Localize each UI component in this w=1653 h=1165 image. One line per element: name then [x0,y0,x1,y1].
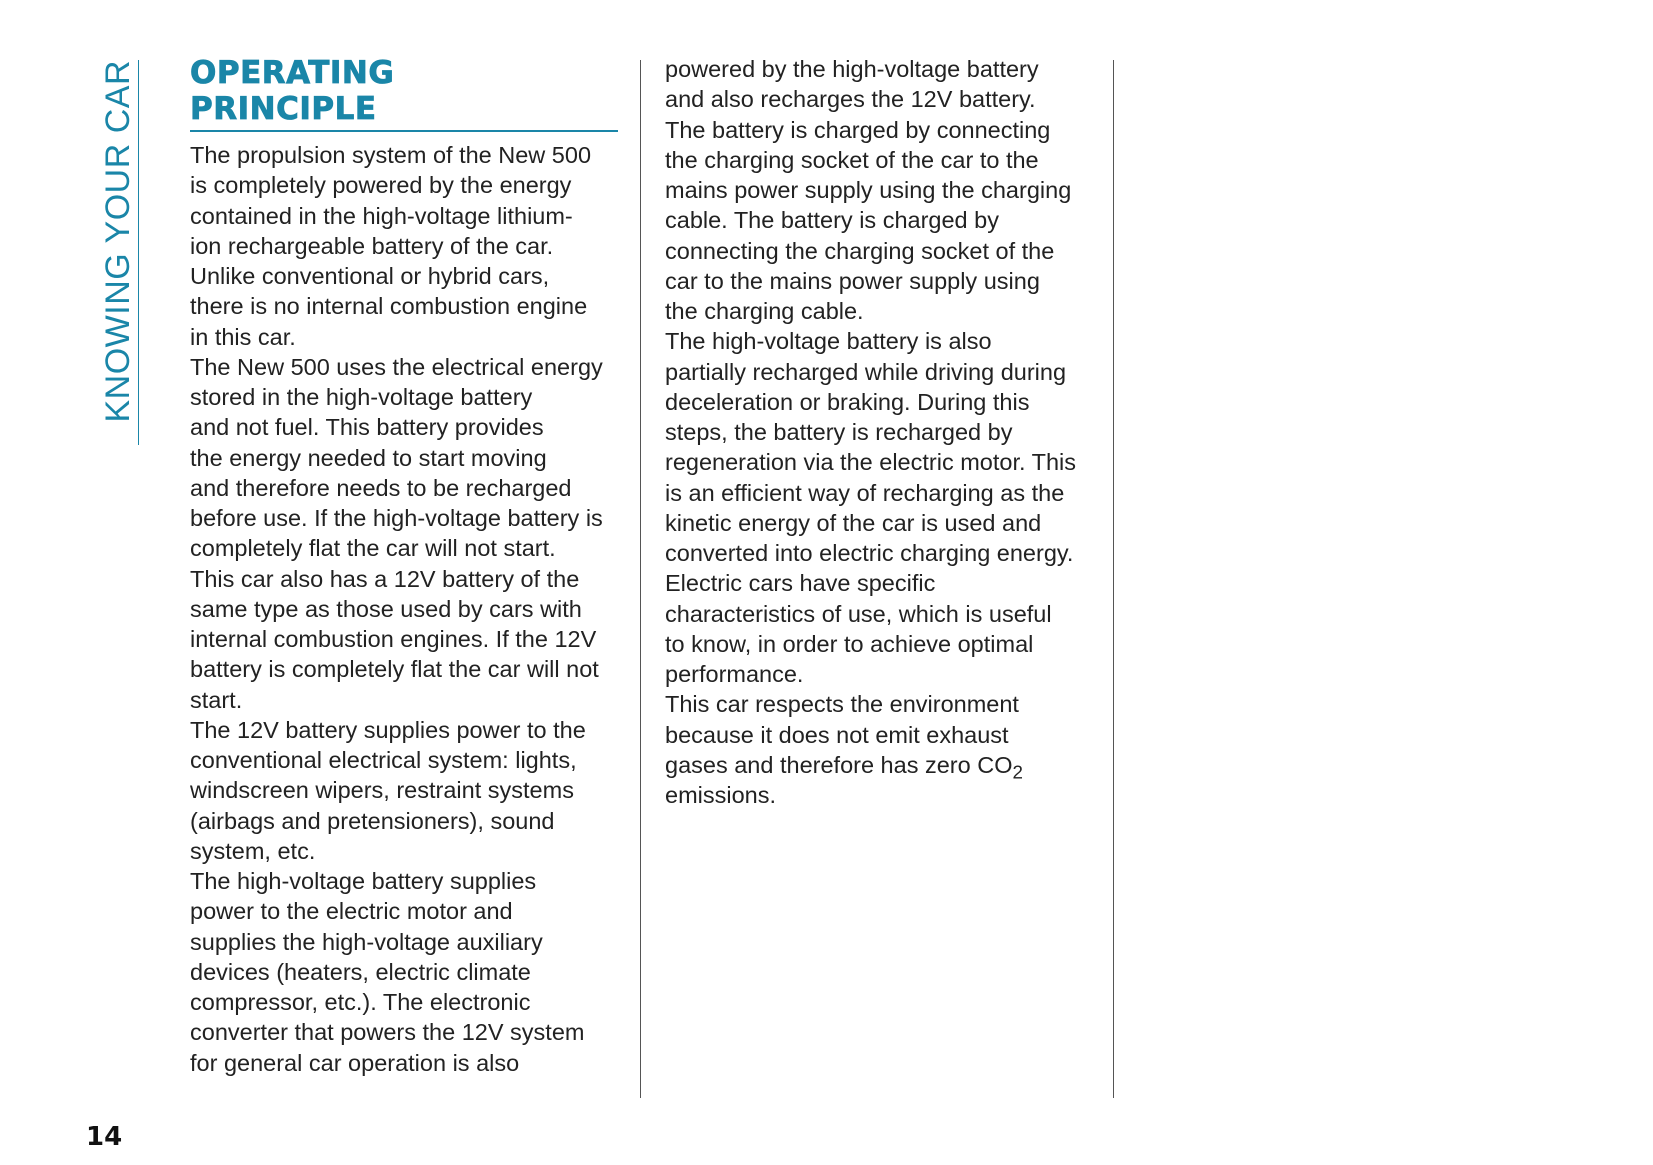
body-line: supplies the high-voltage auxiliary [190,928,543,955]
right-column-body [665,54,1076,810]
body-line: performance. [665,661,804,687]
body-line: completely flat the car will not start. [190,535,556,562]
body-line: for general car operation is also [190,1049,520,1076]
body-line: and not fuel. This battery provides [190,414,544,441]
body-line: mains power supply using the charging [665,177,1072,203]
body-line: The battery is charged by connecting [665,116,1051,143]
body-line: start. [190,686,243,713]
body-line: there is no internal combustion engine [190,293,588,320]
body-line: internal combustion engines. If the 12V [190,626,597,652]
body-line: is an efficient way of recharging as the [665,479,1065,506]
body-line: connecting the charging socket of the [665,237,1055,264]
body-line: because it does not emit exhaust [665,721,1009,748]
body-line: devices (heaters, electric climate [190,958,531,985]
co2-subscript: 2 [1012,761,1023,782]
body-line: partially recharged while driving during [665,358,1067,385]
column-divider [640,60,641,1098]
body-line: system, etc. [190,837,316,864]
body-line: The high-voltage battery supplies [190,868,537,894]
chapter-side-tab-label: KNOWING YOUR CAR [99,60,137,423]
body-line: to know, in order to achieve optimal [665,630,1034,657]
body-line: battery is completely flat the car will not [190,656,599,683]
body-line: powered by the high-voltage battery [665,56,1039,82]
body-line: same type as those used by cars with [190,595,582,622]
section-heading [190,55,618,132]
body-line: This car respects the environment [665,691,1019,718]
co2-line-text: gases and therefore has zero CO [665,751,1013,778]
body-line: deceleration or braking. During this [665,388,1030,415]
body-line: The 12V battery supplies power to the [190,716,586,743]
section-heading-line-1: OPERATING [190,55,395,91]
body-line: (airbags and pretensioners), sound [190,807,555,834]
body-line: stored in the high-voltage battery [190,384,533,410]
left-column-body [190,140,603,1078]
body-line: The propulsion system of the New 500 [190,142,592,168]
body-line: car to the mains power supply using [665,267,1040,294]
body-line: power to the electric motor and [190,898,513,925]
body-line: cable. The battery is charged by [665,207,999,234]
body-line: contained in the high-voltage lithium- [190,202,573,229]
body-line: steps, the battery is recharged by [665,419,1013,445]
body-line: characteristics of use, which is useful [665,600,1052,627]
body-line: regeneration via the electric motor. This [665,449,1077,476]
body-line: conventional electrical system: lights, [190,747,577,773]
chapter-side-tab [98,60,139,445]
body-line: and therefore needs to be recharged [190,474,572,501]
body-line: the charging cable. [665,298,864,324]
body-line: The high-voltage battery is also [665,328,992,355]
column-divider [1113,60,1114,1098]
body-line: the charging socket of the car to the [665,146,1039,173]
body-line: compressor, etc.). The electronic [190,989,531,1015]
body-line: The New 500 uses the electrical energy [190,353,603,380]
body-line: emissions. [665,782,777,808]
body-line: Unlike conventional or hybrid cars, [190,263,550,289]
co2-line [665,750,1076,780]
section-heading-line-2: PRINCIPLE [190,91,377,127]
body-line: in this car. [190,323,296,350]
body-line: Electric cars have specific [665,570,936,597]
body-line: converter that powers the 12V system [190,1019,585,1046]
body-line: kinetic energy of the car is used and [665,509,1042,536]
body-line: the energy needed to start moving [190,444,547,471]
body-line: converted into electric charging energy. [665,540,1074,566]
body-line: This car also has a 12V battery of the [190,565,580,592]
body-line: and also recharges the 12V battery. [665,86,1036,113]
page-number: 14 [86,1122,123,1152]
body-line: ion rechargeable battery of the car. [190,232,554,259]
body-line: before use. If the high-voltage battery is [190,505,603,531]
body-line: is completely powered by the energy [190,172,572,199]
body-line: windscreen wipers, restraint systems [190,777,574,804]
